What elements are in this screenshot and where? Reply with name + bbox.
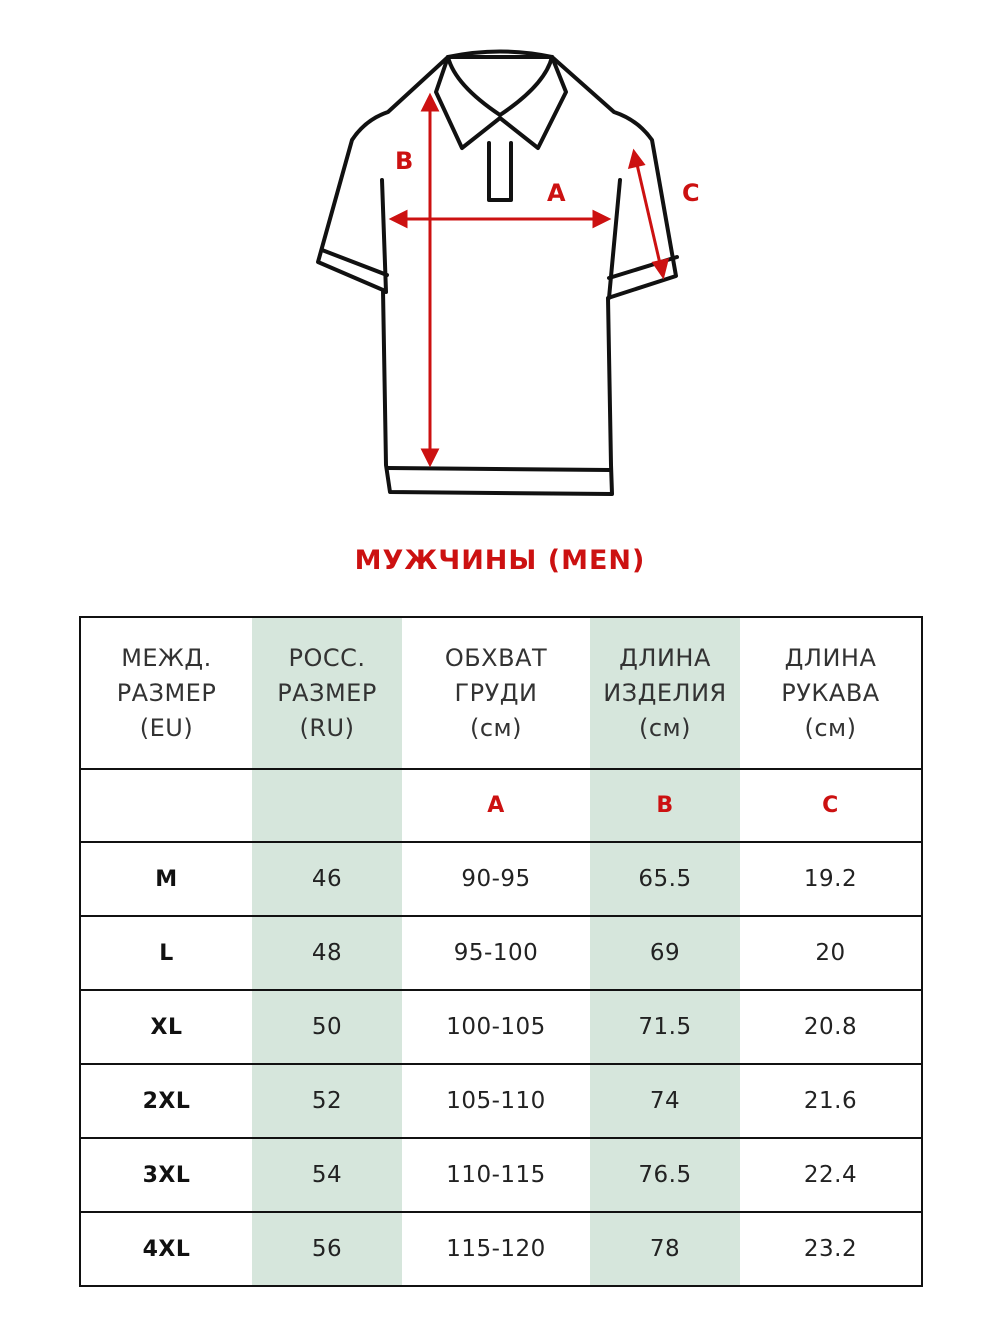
table-row: [80, 916, 922, 990]
label-c: C: [682, 179, 701, 207]
table-row: [80, 990, 922, 1064]
label-b: B: [395, 147, 415, 175]
cell-length: 74: [590, 1064, 740, 1138]
cell-ru: 46: [252, 842, 402, 916]
cell-length: 65.5: [590, 842, 740, 916]
cell-sleeve: 20.8: [740, 990, 922, 1064]
cell-chest: 110-115: [402, 1138, 590, 1212]
header-eu-size: МЕЖД. РАЗМЕР (EU): [80, 617, 252, 769]
cell-sleeve: 19.2: [740, 842, 922, 916]
cell-ru: 50: [252, 990, 402, 1064]
cell-chest: 105-110: [402, 1064, 590, 1138]
cell-eu: L: [80, 916, 252, 990]
label-a: A: [547, 179, 567, 207]
cell-chest: 115-120: [402, 1212, 590, 1286]
polo-shirt-outline: [0, 0, 1000, 520]
cell-length: 69: [590, 916, 740, 990]
cell-ru: 48: [252, 916, 402, 990]
size-chart-table: [79, 616, 923, 1287]
cell-chest: 100-105: [402, 990, 590, 1064]
cell-length: 71.5: [590, 990, 740, 1064]
letter-cell: [80, 769, 252, 842]
cell-eu: M: [80, 842, 252, 916]
cell-sleeve: 20: [740, 916, 922, 990]
table-row: [80, 842, 922, 916]
section-title: МУЖЧИНЫ (MEN): [354, 545, 646, 576]
cell-ru: 56: [252, 1212, 402, 1286]
cell-ru: 52: [252, 1064, 402, 1138]
cell-chest: 90-95: [402, 842, 590, 916]
cell-length: 78: [590, 1212, 740, 1286]
letter-c: C: [740, 769, 922, 842]
cell-chest: 95-100: [402, 916, 590, 990]
header-length: ДЛИНА ИЗДЕЛИЯ (см): [590, 617, 740, 769]
polo-shirt-diagram: [0, 0, 1000, 520]
header-sleeve: ДЛИНА РУКАВА (см): [740, 617, 922, 769]
table-row: [80, 1064, 922, 1138]
header-chest: ОБХВАТ ГРУДИ (см): [402, 617, 590, 769]
letter-cell: [252, 769, 402, 842]
header-row: [80, 617, 922, 769]
table-row: [80, 1212, 922, 1286]
measure-letter-row: [80, 769, 922, 842]
cell-sleeve: 21.6: [740, 1064, 922, 1138]
cell-length: 76.5: [590, 1138, 740, 1212]
cell-eu: 3XL: [80, 1138, 252, 1212]
cell-sleeve: 22.4: [740, 1138, 922, 1212]
table-row: [80, 1138, 922, 1212]
letter-b: B: [590, 769, 740, 842]
header-ru-size: РОСС. РАЗМЕР (RU): [252, 617, 402, 769]
cell-eu: XL: [80, 990, 252, 1064]
cell-ru: 54: [252, 1138, 402, 1212]
cell-eu: 4XL: [80, 1212, 252, 1286]
letter-a: A: [402, 769, 590, 842]
cell-sleeve: 23.2: [740, 1212, 922, 1286]
cell-eu: 2XL: [80, 1064, 252, 1138]
